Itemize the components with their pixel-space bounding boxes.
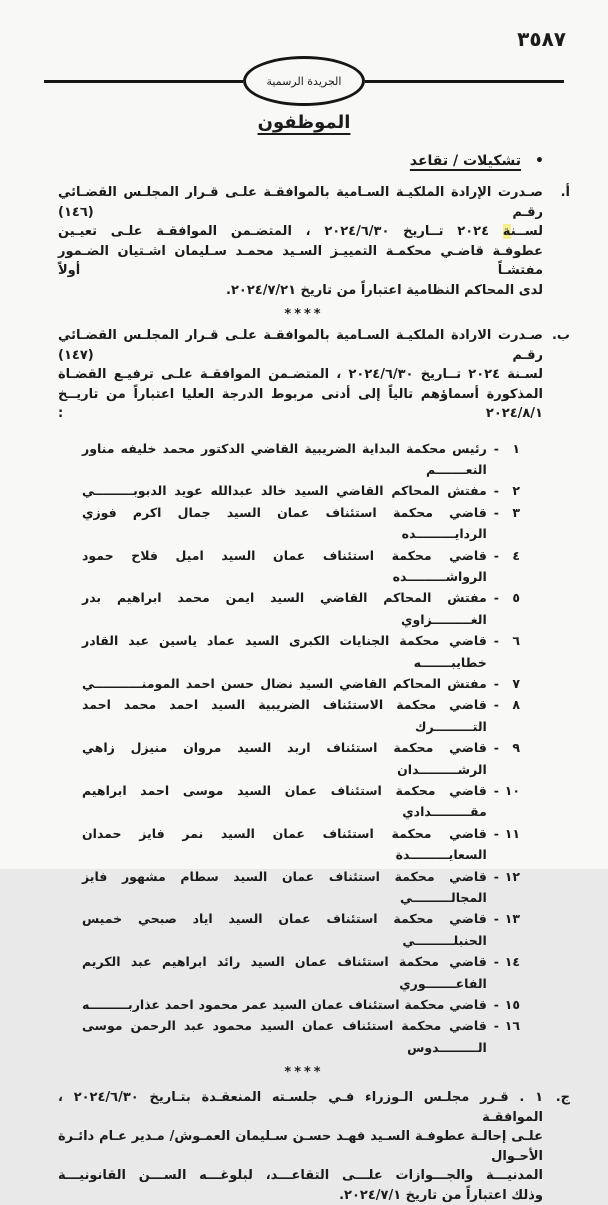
paragraph-line: صـدرت الإرادة الملكيـة السـامية بالموافقـة علـى قـرار المجلـس القضـائي رقـم (١٤٦): [58, 185, 543, 220]
judge-number-dash: -: [493, 997, 499, 1013]
judges-list: [38, 438, 570, 1059]
judge-number: ١٢: [504, 868, 520, 884]
asterisk-separator: ****: [284, 1065, 324, 1081]
paragraph-line: ١ . قـرر مجلـس الـوزراء فـي جلسـته المنعقـدة بتـاريخ ٢٠٢٤/٦/٣٠ ، الموافقـة: [58, 1090, 543, 1125]
judge-name-text: قاضي محكمة استئناف عمان السيد جمال اكرم فوزي الردايـــــــــده: [82, 504, 487, 542]
judge-name-text: قاضي محكمة استئناف عمان السيد اميل فلاح حمود الرواشـــــــــده: [82, 547, 487, 584]
judge-list-item: [82, 1015, 520, 1058]
judge-number-dash: -: [493, 504, 499, 520]
judge-list-item: [82, 866, 520, 909]
judge-name-text: قاضي محكمة استئناف عمان السيد عمر محمود احمد عذاربـــــــــه: [82, 997, 487, 1013]
decree-item-b: [38, 326, 570, 424]
item-a-label: أ.: [560, 185, 570, 200]
judge-name-text: قاضي محكمة الاستئناف الضريبية السيد احمد محمد احمد التـــــــــرك: [82, 697, 487, 734]
judge-number: ٣: [512, 504, 520, 520]
judge-number: ١٦: [504, 1018, 520, 1034]
judge-number: ٧: [512, 675, 520, 691]
judge-name-text: رئيس محكمة البداية الضريبية القاضي الدكتور محمد خليفه مناور النعـــــــم: [82, 440, 487, 477]
gazette-badge: [243, 56, 365, 106]
judge-list-item: [82, 908, 520, 951]
judge-number: ٨: [512, 697, 520, 713]
judge-list-item: [82, 780, 520, 823]
judge-list-item: [82, 994, 520, 1015]
judge-list-item: [82, 823, 520, 866]
item-b-label: ب.: [551, 328, 570, 343]
paragraph-line: عطوفـة قاضـي محكمـة التمييـز السـيد محمـد سـليمان اشـتيان الضـمور مفتشـاً أولاً: [58, 243, 543, 278]
judge-list-item: [82, 673, 520, 694]
judge-number: ١٤: [504, 954, 520, 970]
header-rule-right: [365, 80, 564, 83]
judge-number-dash: -: [493, 547, 499, 563]
judge-list-item: [82, 438, 520, 481]
judge-number-dash: -: [493, 440, 499, 456]
judge-number: ٢: [512, 483, 520, 499]
judge-number-dash: -: [493, 633, 499, 649]
item-c-label: ج.: [555, 1090, 570, 1106]
judge-number-dash: -: [493, 825, 499, 841]
judge-number: ٤: [512, 547, 520, 563]
judge-number: ١: [512, 440, 520, 456]
judge-name-text: قاضي محكمة استئناف عمان السيد اياد صبحي خميس الحنبلـــــــــي: [82, 911, 487, 948]
judge-number: ١٥: [504, 997, 520, 1013]
judge-number: ٥: [512, 590, 520, 606]
judge-name-text: مفتش المحاكم القاضي السيد نضال حسن احمد المومنـــــــــــي: [82, 675, 487, 691]
judge-name-text: قاضي محكمة استئناف عمان السيد سطام مشهور فايز المجالـــــــــي: [82, 868, 487, 906]
decree-item-a: [38, 183, 570, 300]
judge-name-text: قاضي محكمة استئناف عمان السيد نمر فايز حمدان السعايـــــــــدة: [82, 825, 487, 863]
paragraph-line: علـى إحالـة عطوفـة السـيد فهـد حسـن سـليمان العمـوش/ مـدير عـام دائـرة الأحـوال: [58, 1129, 543, 1164]
item-c-body: [58, 1088, 543, 1205]
text-before-highlight: لســن‍: [510, 224, 543, 239]
judge-list-item: [82, 737, 520, 780]
paragraph-line: المذكورة أسماؤهم تالياً إلى أدنى مربوط الدرجة العليا اعتباراً من تاريــخ ٢٠٢٤/٨/١ :: [58, 386, 543, 421]
judge-number: ٦: [512, 633, 520, 649]
asterisk-separator: ****: [284, 307, 324, 322]
judge-name-text: قاضي محكمة استئناف عمان السيد محمود عبد الرحمن موسى الـــــــــدوس: [82, 1018, 487, 1055]
judge-number-dash: -: [493, 1018, 499, 1034]
section-heading: [38, 153, 570, 169]
paragraph-line: المدنيـــة والجـــوازات علـــى التقاعـــد، لبلوغـــه الســـن القانونيـــة: [58, 1168, 543, 1184]
gazette-badge-label: الجريدة الرسمية: [266, 74, 342, 88]
bullet-icon: •: [535, 153, 544, 169]
judge-name-text: قاضي محكمة استئناف عمان السيد موسى احمد ابراهيم مقـــــــــدادي: [82, 783, 487, 820]
paragraph-line: صـدرت الارادة الملكيـة السـامية بالموافقـة علـى قـرار المجلـس القضـائي رقـم (١٤٧): [58, 328, 543, 363]
text-after-highlight: ٢٠٢٤ تــاريخ ٢٠٢٤/٦/٣٠ ، المتضـمن الموافقـة علـى تعيـين: [58, 224, 503, 239]
judge-number-dash: -: [493, 868, 499, 884]
judge-number: ١٣: [504, 911, 520, 927]
paragraph-line: لسـنة ٢٠٢٤ تــاريخ ٢٠٢٤/٦/٣٠ ، المتضـمن الموافقـة علـى ترفيـع القضـاة: [58, 367, 543, 382]
item-b-body: [58, 326, 543, 424]
judge-number-dash: -: [493, 675, 499, 691]
judge-name-text: قاضي محكمة استئناف عمان السيد رائد ابراهيم عبد الكريم الفاعـــــــوري: [82, 954, 487, 991]
judge-number-dash: -: [493, 911, 499, 927]
judge-number: ١٠: [504, 783, 520, 798]
judge-list-item: [82, 587, 520, 630]
judge-name-text: مفتش المحاكم القاضي السيد ايمن محمد ابراهيم بدر الغـــــــــزاوي: [82, 590, 487, 627]
judge-number: ١١: [504, 825, 520, 841]
judge-number-dash: -: [493, 740, 499, 756]
judge-name-text: قاضي محكمة استئناف اربد السيد مروان منيزل زاهي الرشـــــــــدان: [82, 740, 487, 777]
page-number: ٣٥٨٧: [517, 27, 566, 51]
judge-list-item: [82, 480, 520, 501]
judge-list-item: [82, 630, 520, 673]
judge-number-dash: -: [493, 954, 499, 970]
item-a-body: [58, 183, 543, 300]
judge-name-text: قاضي محكمة الجنايات الكبرى السيد عماد ياسين عبد القادر خطايبـــــــه: [82, 633, 487, 670]
judge-number-dash: -: [493, 783, 499, 798]
section-heading-label: تشكيلات / تقاعد: [409, 153, 522, 169]
judge-list-item: [82, 951, 520, 994]
header-rule-left: [44, 80, 243, 83]
judge-name-text: مفتش المحاكم القاضي السيد خالد عبدالله عويد الدبوبـــــــــي: [82, 483, 487, 499]
judge-list-item: [82, 545, 520, 588]
judge-list-item: [82, 502, 520, 545]
judge-number-dash: -: [493, 697, 499, 713]
judge-number-dash: -: [493, 590, 499, 606]
search-highlight: ‍ة: [502, 224, 511, 239]
decree-item-c: [38, 1088, 570, 1205]
doc-title: الموظفون: [257, 112, 351, 133]
judge-number: ٩: [512, 740, 520, 756]
judge-list-item: [82, 694, 520, 737]
paragraph-line: وذلك اعتباراً من تاريخ ٢٠٢٤/٧/١.: [339, 1187, 543, 1203]
paragraph-line: لدى المحاكم النظامية اعتباراً من تاريخ ٢٠٢٤/٧/٢١.: [226, 282, 543, 298]
judge-number-dash: -: [493, 483, 499, 499]
paragraph-line: [58, 222, 543, 242]
header-rule: [44, 58, 564, 104]
